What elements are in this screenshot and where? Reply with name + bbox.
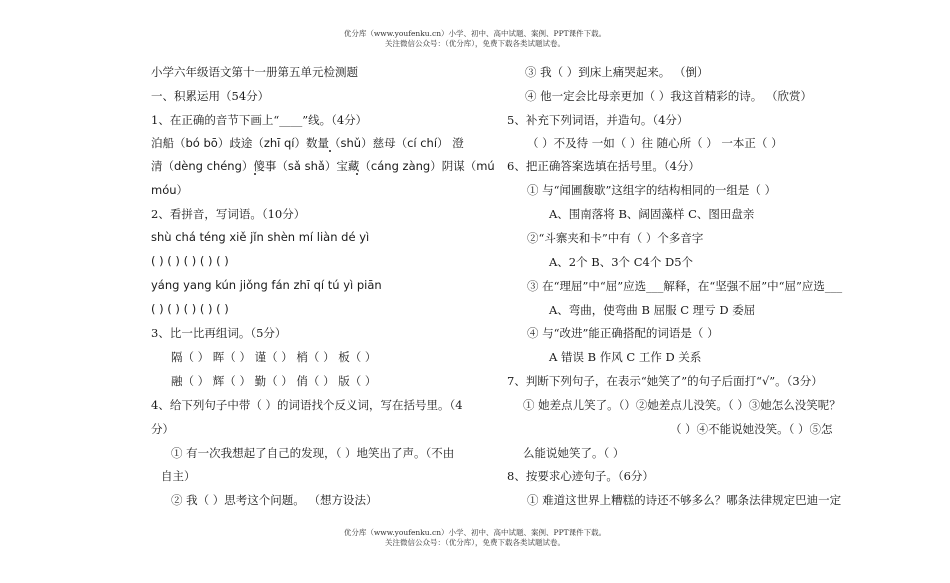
- question-4-item-4: ④ 他一定会比母亲更加（ ）我这首精彩的诗。 （欣赏）: [525, 89, 812, 103]
- header-line-2: 关注微信公众号：（优分库），免费下载各类试题试卷。: [385, 39, 565, 48]
- question-1: 1、在正确的音节下画上“____”线。（4分）: [151, 113, 368, 127]
- question-3-row-2: 融（ ） 辉（ ） 勤（ ） 俏（ ） 版（ ）: [171, 374, 377, 388]
- question-6-item-4-options: A 错误 B 作风 C 工作 D 关系: [549, 350, 702, 364]
- question-8-item-1: ① 难道这世界上糟糕的诗还不够多么？哪条法律规定巴迪一定: [527, 493, 842, 507]
- question-4-item-1a: ① 有一次我想起了自己的发现，（ ）地笑出了声。（不由: [171, 446, 455, 460]
- footer-line-1: 优分库（www.youfenku.cn）小学、初中、高中试题、案例、PPT课件下载。: [343, 528, 607, 537]
- question-4-item-2: ② 我（ ）思考这个问题。 （想方设法）: [171, 493, 378, 507]
- question-2: 2、看拼音，写词语。（10分）: [151, 207, 306, 221]
- question-2-boxes-2: ( ) ( ) ( ) ( ) ( ): [151, 302, 229, 316]
- page-header: [0, 29, 950, 49]
- question-8: 8、按要求心迹句子。（6分）: [507, 469, 654, 483]
- emphasis-dot: [329, 150, 331, 152]
- question-4-item-1b: 自主）: [161, 469, 196, 483]
- question-5-blanks: （ ）不及待 一如（ ）往 随心所（ ） 一本正（ ）: [527, 136, 783, 150]
- question-4-item-3: ③ 我（ ）到床上痛哭起来。 （倒）: [525, 65, 709, 79]
- question-6-item-2: ②“斗寨夹和卡”中有（ ）个多音字: [527, 231, 704, 245]
- question-3: 3、比一比再组词。（5分）: [151, 326, 287, 340]
- question-3-row-1: 隔（ ） 晖（ ） 谨（ ） 梢（ ） 板（ ）: [171, 350, 377, 364]
- question-1-line-1: 泊船（bó bō）歧途（zhī qí）数量（shǔ）慈母（cí chí） 澄: [151, 136, 464, 150]
- question-6-item-3-options: A、弯曲，使弯曲 B 屈服 C 理亏 D 委屈: [549, 303, 756, 317]
- question-6-item-1: ① 与“闻圃馥歇”这组字的结构相同的一组是（ ）: [527, 183, 777, 197]
- section-1-heading: 一、积累运用（54分）: [151, 89, 270, 103]
- footer-line-2: 关注微信公众号：（优分库），免费下载各类试题试卷。: [385, 538, 565, 547]
- question-7: 7、判断下列句子，在表示“她笑了”的句子后面打“√”。（3分）: [507, 374, 823, 388]
- question-6-item-1-options: A、围南落将 B、阔固藻样 C、图田盘亲: [549, 207, 755, 221]
- emphasis-dot: [254, 173, 256, 175]
- question-4-line-b: 分）: [151, 422, 174, 436]
- question-4-line-a: 4、给下列句子中带（ ）的词语找个反义词，写在括号里。（4: [151, 398, 463, 412]
- question-6: 6、把正确答案选填在括号里。（4分）: [507, 159, 700, 173]
- exam-title: 小学六年级语文第十一册第五单元检测题: [151, 65, 358, 79]
- header-line-1: 优分库（www.youfenku.cn）小学、初中、高中试题、案例、PPT课件下载。: [343, 29, 607, 38]
- question-7-line-2: （ ）④不能说她没笑。（ ）⑤怎: [670, 422, 833, 436]
- question-2-pinyin-2: yáng yang kún jiǒng fán zhī qí tú yì piān: [151, 278, 382, 292]
- question-1-line-3: móu）: [151, 183, 189, 197]
- question-6-item-3: ③ 在“理屈”中“屈”应选___解释，在“坚强不屈”中“屈”应选___: [527, 279, 843, 293]
- question-5: 5、补充下列词语，并造句。（4分）: [507, 113, 689, 127]
- question-1-line-2: 清（dèng chéng）傻事（sǎ shǎ）宝藏（cáng zàng）阴谋（mú: [151, 159, 495, 173]
- question-2-boxes-1: ( ) ( ) ( ) ( ) ( ): [151, 254, 229, 268]
- emphasis-dot: [356, 173, 358, 175]
- question-7-line-1: ① 她差点儿笑了。（）②她差点儿没笑。（ ）③她怎么没笑呢？: [523, 398, 841, 412]
- question-7-line-3: 么能说她笑了。（ ）: [523, 446, 625, 460]
- question-6-item-2-options: A、2个 B、3个 C4个 D5个: [549, 255, 694, 269]
- question-2-pinyin-1: shù chá téng xiě jǐn shèn mí liàn dé yì: [151, 230, 370, 244]
- page-footer: [0, 528, 950, 548]
- question-6-item-4: ④ 与“改进”能正确搭配的词语是（ ）: [527, 326, 719, 340]
